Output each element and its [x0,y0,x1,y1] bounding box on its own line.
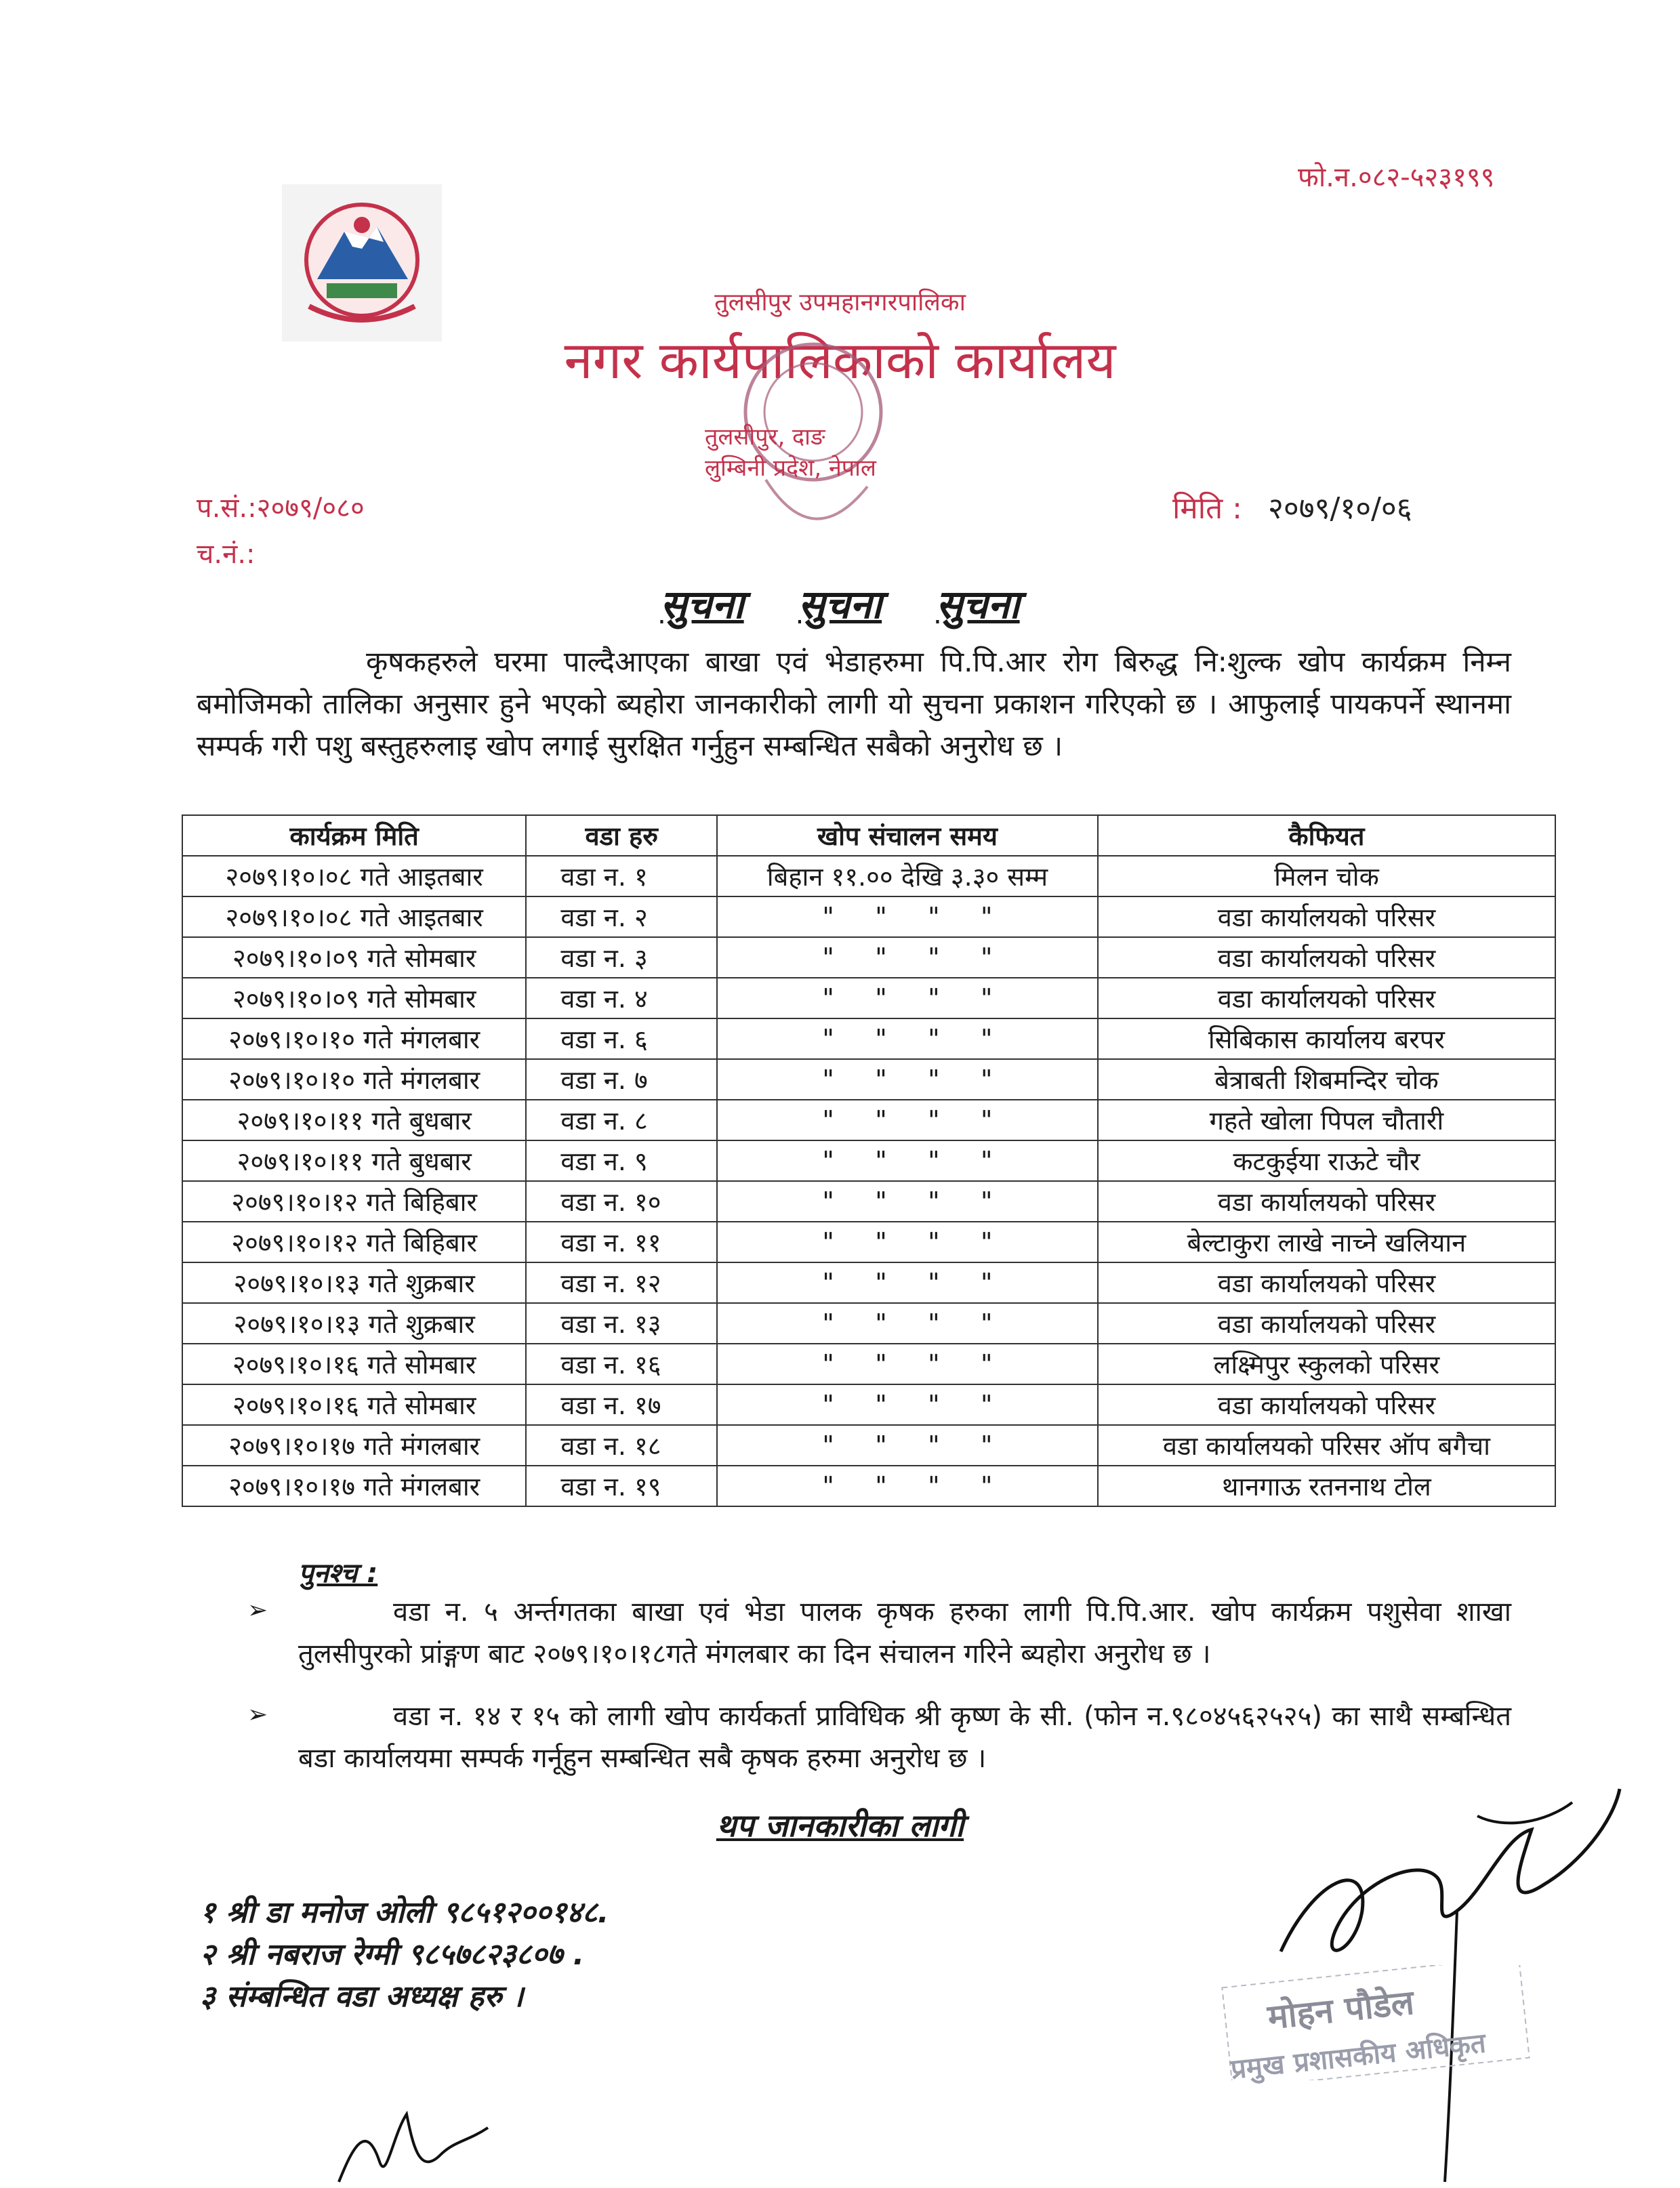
arrow-bullet-icon: ➢ [247,1596,268,1624]
table-row [182,896,1555,937]
cell-time: " " " " [717,1181,1098,1222]
cell-date: २०७९।१०।११ गते बुधबार [182,1140,526,1181]
column-header-date: कार्यक्रम मिति [182,815,526,856]
cell-ward: वडा न. २ [526,896,717,937]
notice-word: सुचना [660,581,744,627]
table-row [182,937,1555,978]
table-row [182,1425,1555,1466]
location-line-2: लुम्बिनी प्रदेश, नेपाल [705,455,876,482]
table-row [182,1384,1555,1425]
postscript-note: वडा न. १४ र १५ को लागी खोप कार्यकर्ता प्राविधिक श्री कृष्ण के सी. (फोन न.९८०४५६२५२५) का साथै सम्बन्धित बडा कार्यालयमा सम्पर्क गर्नूहुन सम्बन्धित सबै कृषक हरुमा अनुरोध छ । [298,1701,1511,1774]
location-line-1: तुलसीपुर, दाङ [705,424,825,451]
table-header-row [182,815,1555,856]
cell-remarks: बेल्टाकुरा लाखे नाच्ने खलियान [1098,1222,1555,1262]
cell-ward: वडा न. १० [526,1181,717,1222]
cell-time: " " " " [717,1425,1098,1466]
notice-title [0,576,1680,629]
cell-remarks: वडा कार्यालयको परिसर [1098,1262,1555,1303]
cell-time: " " " " [717,978,1098,1018]
postscript-note: वडा न. ५ अर्न्तगतका बाखा एवं भेडा पालक कृषक हरुका लागी पि.पि.आर. खोप कार्यक्रम पशुसेवा शाखा तुलसीपुरको प्रांङ्गण बाट २०७९।१०।१८गते मंगलबार का दिन संचालन गरिने ब्यहोरा अनुरोध छ । [298,1596,1511,1670]
cell-time: " " " " [717,1384,1098,1425]
column-header-ward: वडा हरु [526,815,717,856]
cell-date: २०७९।१०।११ गते बुधबार [182,1100,526,1140]
cell-remarks: थानगाऊ रतननाथ टोल [1098,1466,1555,1506]
table-row [182,1466,1555,1506]
cell-date: २०७९।१०।०८ गते आइतबार [182,856,526,896]
notice-word: सुचना [936,581,1020,627]
cell-time: " " " " [717,1466,1098,1506]
cell-remarks: वडा कार्यालयको परिसर [1098,937,1555,978]
cell-time: " " " " [717,937,1098,978]
cell-time: " " " " [717,1100,1098,1140]
cell-ward: वडा न. १६ [526,1344,717,1384]
cell-remarks: लक्ष्मिपुर स्कुलको परिसर [1098,1344,1555,1384]
table-row [182,1222,1555,1262]
dispatch-number: च.नं.: [197,539,255,570]
cell-ward: वडा न. ९ [526,1140,717,1181]
cell-remarks: कटकुईया राऊटे चौर [1098,1140,1555,1181]
cell-date: २०७९।१०।१३ गते शुक्रबार [182,1303,526,1344]
cell-ward: वडा न. १८ [526,1425,717,1466]
office-name: नगर कार्यपालिकाको कार्यालय [564,330,1116,390]
cell-time: " " " " [717,1222,1098,1262]
cell-remarks: वडा कार्यालयको परिसर [1098,978,1555,1018]
cell-remarks: मिलन चोक [1098,856,1555,896]
cell-ward: वडा न. १२ [526,1262,717,1303]
cell-time: " " " " [717,1140,1098,1181]
cell-remarks: बेत्राबती शिबमन्दिर चोक [1098,1059,1555,1100]
cell-remarks: वडा कार्यालयको परिसर ऑप बगैचा [1098,1425,1555,1466]
cell-remarks: सिबिकास कार्यालय बरपर [1098,1018,1555,1059]
date-row [1172,487,1412,527]
phone-number: फो.न.०८२-५२३१९९ [1298,162,1495,193]
cell-date: २०७९।१०।१० गते मंगलबार [182,1059,526,1100]
cell-time: " " " " [717,1344,1098,1384]
cell-ward: वडा न. ८ [526,1100,717,1140]
cell-time: " " " " [717,1018,1098,1059]
date-label: मिति : [1172,491,1242,526]
cell-ward: वडा न. १ [526,856,717,896]
arrow-bullet-icon: ➢ [247,1701,268,1729]
cell-date: २०७९।१०।१६ गते सोमबार [182,1384,526,1425]
notice-body: कृषकहरुले घरमा पाल्दैआएका बाखा एवं भेडाहरुमा पि.पि.आर रोग बिरुद्ध नि:शुल्क खोप कार्यक्रम निम्न बमोजिमको तालिका अनुसार हुने भएको ब्यहोरा जानकारीको लागी यो सुचना प्रकाशन गरिएको छ । आफुलाई पायकपर्ने स्थानमा सम्पर्क गरी पशु बस्तुहरुलाइ खोप लगाई सुरक्षित गर्नुहुन सम्बन्धित सबैको अनुरोध छ । [197,645,1511,762]
column-header-remarks: कैफियत [1098,815,1555,856]
cell-time: " " " " [717,1303,1098,1344]
officer-name: मोहन पौडेल [1265,1982,1416,2038]
cell-date: २०७९।१०।१७ गते मंगलबार [182,1466,526,1506]
cell-ward: वडा न. १३ [526,1303,717,1344]
reference-number: प.सं.:२०७९/०८० [197,493,365,524]
vaccination-schedule-table [182,814,1556,1507]
cell-remarks: वडा कार्यालयको परिसर [1098,1303,1555,1344]
cell-ward: वडा न. ४ [526,978,717,1018]
municipality-name: तुलसीपुर उपमहानगरपालिका [714,289,966,316]
cell-time: " " " " [717,1262,1098,1303]
cell-time: " " " " [717,1059,1098,1100]
cell-time: बिहान ११.०० देखि ३.३० सम्म [717,856,1098,896]
cell-remarks: वडा कार्यालयको परिसर [1098,1384,1555,1425]
nepal-emblem-icon [282,184,442,342]
table-row [182,1344,1555,1384]
date-value: २०७९/१०/०६ [1268,491,1412,526]
cell-ward: वडा न. ६ [526,1018,717,1059]
table-row [182,1140,1555,1181]
cell-remarks: वडा कार्यालयको परिसर [1098,896,1555,937]
cell-time: " " " " [717,896,1098,937]
cell-ward: वडा न. ३ [526,937,717,978]
table-row [182,978,1555,1018]
column-header-time: खोप संचालन समय [717,815,1098,856]
cell-date: २०७९।१०।१२ गते बिहिबार [182,1181,526,1222]
cell-ward: वडा न. १९ [526,1466,717,1506]
table-row [182,1100,1555,1140]
cell-date: २०७९।१०।०९ गते सोमबार [182,937,526,978]
cell-ward: वडा न. १७ [526,1384,717,1425]
cell-ward: वडा न. ७ [526,1059,717,1100]
officer-title: प्रमुख प्रशासकीय अधिकृत [1229,2027,1488,2086]
contact-line: १ श्री डा मनोज ओली ९८५१२००१४८. [200,1895,609,1930]
cell-date: २०७९।१०।१७ गते मंगलबार [182,1425,526,1466]
table-row [182,1303,1555,1344]
cell-date: २०७९।१०।१० गते मंगलबार [182,1018,526,1059]
table-row [182,1181,1555,1222]
contact-line: ३ संम्बन्धित वडा अध्यक्ष हरु । [200,1979,524,2014]
table-row [182,856,1555,896]
cell-date: २०७९।१०।०९ गते सोमबार [182,978,526,1018]
cell-date: २०७९।१०।१२ गते बिहिबार [182,1222,526,1262]
postscript-label: पुनश्च : [298,1558,378,1589]
cell-remarks: गहते खोला पिपल चौतारी [1098,1100,1555,1140]
more-info-title: थप जानकारीका लागी [716,1807,964,1844]
table-row [182,1262,1555,1303]
initials-scribble-icon [325,2073,501,2188]
notice-word: सुचना [798,581,882,627]
cell-date: २०७९।१०।१६ गते सोमबार [182,1344,526,1384]
contact-line: २ श्री नबराज रेग्मी ९८५७८२३८०७ . [200,1937,585,1972]
stamp-location [705,420,876,482]
cell-ward: वडा न. ११ [526,1222,717,1262]
cell-date: २०७९।१०।१३ गते शुक्रबार [182,1262,526,1303]
cell-remarks: वडा कार्यालयको परिसर [1098,1181,1555,1222]
cell-date: २०७९।१०।०८ गते आइतबार [182,896,526,937]
table-row [182,1059,1555,1100]
table-row [182,1018,1555,1059]
